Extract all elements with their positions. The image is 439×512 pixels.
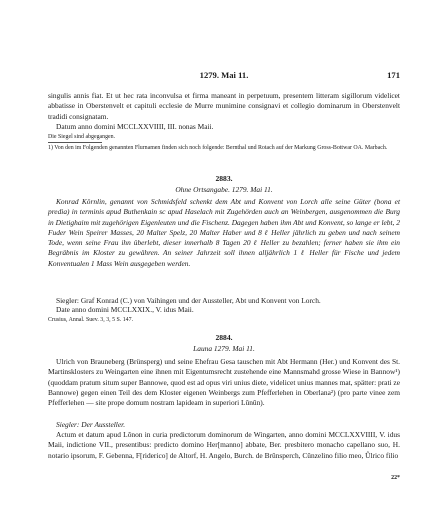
document-body: Actum et datum apud Lônon in curia predictorum dominorum de Wingarten, anno domini MCCLXXVIIII, V. idus Maii, indictione VII., presentibus: predicto domino Her[manno] abbate, Ber. presbitero monacho capellano suo, H. notario ipsorum, F. Gebenna, F[riderico] de Altorf, H. Angelo, Burch. de Brûnsperch, Cûnzelino filio meo, Ûlrico filio — [48, 430, 400, 460]
footnote-rule — [48, 142, 102, 143]
running-title: 1279. Mai 11. — [199, 70, 249, 80]
seal-note: Die Siegel sind abgegangen. — [48, 134, 116, 140]
sheet-mark: 22* — [391, 475, 400, 481]
document-number: 2884. — [215, 333, 233, 342]
source-citation: Crusius, Annal. Suev. 3, 3, 5 S. 147. — [48, 317, 134, 323]
regest-summary: Konrad Körnlin, genannt von Schmidsfeld schenkt dem Abt und Konvent von Lorch alle seine Güter (bona et predia) in terminis apud Buthenkain sc apud Haselach mit Zugehörden auch an Weinbergen, ausgenommen die Burg in Dietighaim mit zugehörigen Eigenleuten und die Fischenz. Dagegen haben ihm Abt und Konvent, so lange er lebt, 2 Fuder Wein Speirer Masses, 20 Malter Spelz, 20 Malter Haber und 8 ℓ Heller jährlich zu geben und nach seinem Tode, wenn seine Frau ihn überlebt, dieser innerhalb 8 Tagen 20 ℓ Heller zu bezahlen; ferner haben sie ihm ein Begräbnis im Kloster zu gewähren. An seiner Jahrzeit soll ihnen alljährlich 1 ℓ Heller für Fische und jedem Konventualen 1 Mass Wein ausgegeben werden. — [48, 197, 400, 268]
place-date: Launa 1279. Mai 11. — [193, 344, 255, 353]
page-number: 171 — [387, 70, 400, 80]
document-page — [48, 0, 400, 512]
document-number: 2883. — [215, 174, 233, 183]
place-date: Ohne Ortsangabe. 1279. Mai 11. — [175, 185, 273, 194]
page-header — [48, 70, 400, 82]
paragraph-datum: Datum anno domini MCCLXXVIIII, III. nonas Maii. — [56, 122, 214, 131]
paragraph-closing: singulis annis fiat. Et ut hec rata inconvulsa et firma maneant in perpetuum, presentem litteram sigillorum videlicet abbatisse in Oberstenvelt et capituli ecclesie de Murre munimine consignavi et collegio dominarum in Oberstenvelt tradidi consignatam. — [48, 91, 400, 121]
siegler: Siegler: Graf Konrad (C.) von Vaihingen und der Aussteller, Abt und Konvent von Lorch. — [56, 296, 321, 305]
siegler: Siegler: Der Aussteller. — [56, 420, 126, 429]
footnote: 1) Von den im Folgenden genannten Flurnamen finden sich noch folgende: Bernthal und Rotach auf der Markung Gross-Bottwar OA. Marbach. — [48, 145, 388, 151]
datum-line: Date anno domini MCCLXXIX., V. idus Maii. — [56, 305, 194, 314]
regest-summary: Ulrich von Brauneberg (Brünsperg) und seine Ehefrau Gesa tauschen mit Abt Hermann (Her.) und Konvent des St. Martinsklosters zu Weingarten eine ihnen mit Eigentumsrecht zustehende eine Mannsmahd grosse Wiese in Bannow¹) (quoddam pratum situm super Bannowe, quod est ad opus viri unius diete, videlicet unius mannes mat, spätter: prati ze Bannowe) gegen einen Teil des dem Kloster eigenen Weinbergs zum Pfefferlehen in Oberlana²) (pro parte vinee zem Pfefferlehen — site prope domum nostram lapideam in superiori Lûnûn). — [48, 357, 400, 408]
